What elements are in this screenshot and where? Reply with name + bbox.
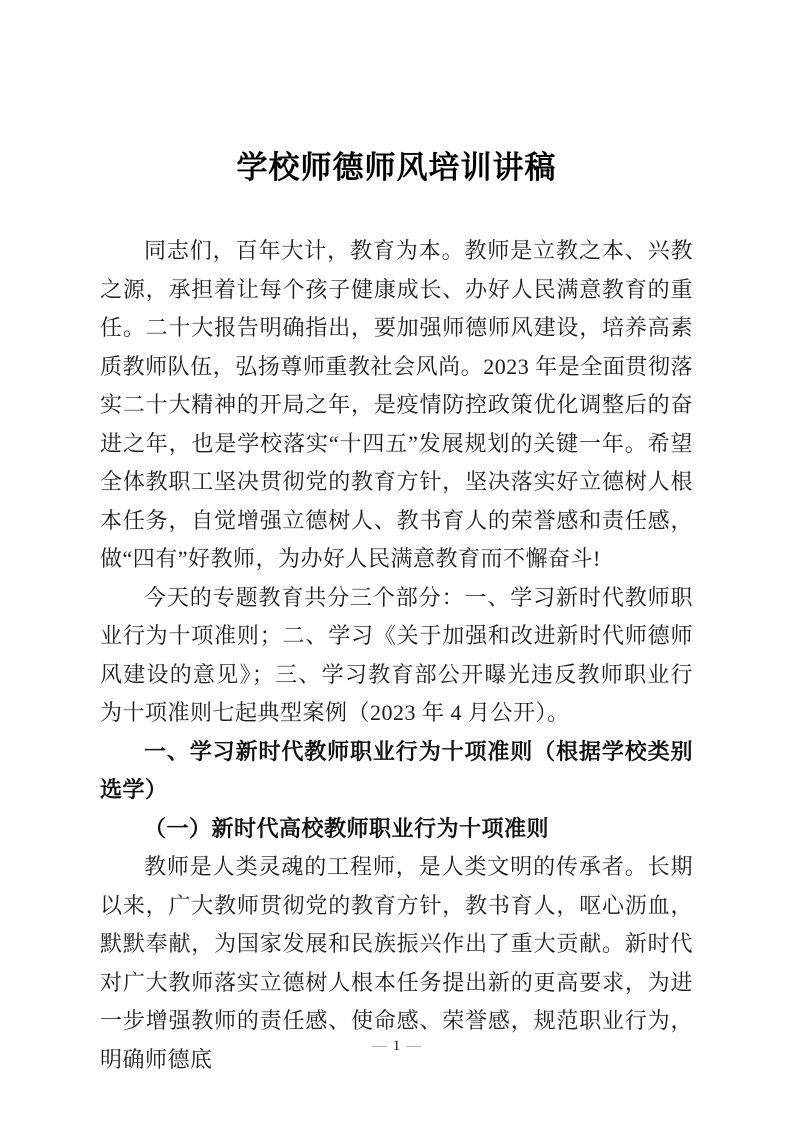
footer-dash-left: — xyxy=(371,1038,387,1054)
subsection-heading-1-1: （一）新时代高校教师职业行为十项准则 xyxy=(144,815,550,841)
paragraph-teachers: 教师是人类灵魂的工程师，是人类文明的传承者。长期以来，广大教师贯彻党的教育方针，教书育人，呕心沥血，默默奉献，为国家发展和民族振兴作出了重大贡献。新时代对广大教师落实立德树人根本任务提出新的更高要求，为进一步增强教师的责任感、使命感、荣誉感，规范职业行为，明确师德底 xyxy=(100,854,693,1072)
section-heading-1: 一、学习新时代教师职业行为十项准则（根据学校类别选学） xyxy=(100,738,693,802)
page-number: 1 xyxy=(392,1038,401,1054)
document-content xyxy=(100,0,693,1079)
footer-dash-right: — xyxy=(406,1038,422,1054)
document-title: 学校师德师风培训讲稿 xyxy=(236,150,557,185)
page-footer xyxy=(0,1036,793,1056)
paragraph-agenda: 今天的专题教育共分三个部分：一、学习新时代教师职业行为十项准则；二、学习《关于加强和改进新时代师德师风建设的意见》；三、学习教育部公开曝光违反教师职业行为十项准则七起典型案例（2023 年 4 月公开）。 xyxy=(100,584,693,725)
paragraph-intro: 同志们，百年大计，教育为本。教师是立教之本、兴教之源，承担着让每个孩子健康成长、办好人民满意教育的重任。二十大报告明确指出，要加强师德师风建设，培养高素质教师队伍，弘扬尊师重教社会风尚。2023 年是全面贯彻落实二十大精神的开局之年，是疫情防控政策优化调整后的奋进之年，也是学校落实“十四五”发展规划的关键一年。希望全体教职工坚决贯彻党的教育方针，坚决落实好立德树人根本任务，自觉增强立德树人、教书育人的荣誉感和责任感，做“四有”好教师，为办好人民满意教育而不懈奋斗! xyxy=(100,238,693,571)
